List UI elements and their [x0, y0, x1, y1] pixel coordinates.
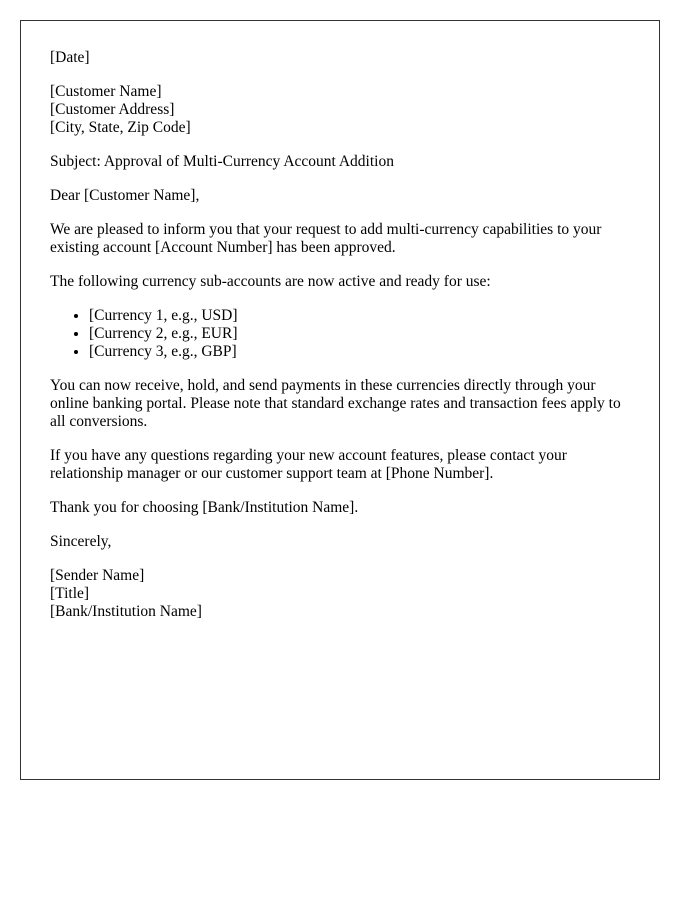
contact-paragraph: If you have any questions regarding your new account features, please contact your relationship manager or our customer support team at [Phone Number]. [50, 447, 567, 482]
letter-subject: Subject: Approval of Multi-Currency Account Addition [50, 153, 394, 170]
approval-paragraph: We are pleased to inform you that your request to add multi-currency capabilities to your existing account [Account Number] has been approved. [50, 221, 602, 256]
list-item-currency-3: • [Currency 3, e.g., GBP] [89, 343, 630, 361]
recipient-address: [Customer Address] [50, 101, 175, 118]
currency-list [50, 307, 630, 361]
list-item-currency-1: • [Currency 1, e.g., USD] [89, 307, 630, 325]
sub-accounts-intro-paragraph: The following currency sub-accounts are now active and ready for use: [50, 273, 491, 290]
thank-you-paragraph: Thank you for choosing [Bank/Institution Name]. [50, 499, 359, 516]
sender-institution: [Bank/Institution Name] [50, 603, 202, 620]
recipient-name: [Customer Name] [50, 83, 162, 100]
recipient-address-block [50, 83, 630, 137]
sender-title: [Title] [50, 585, 90, 602]
letter-salutation: Dear [Customer Name], [50, 187, 200, 204]
usage-paragraph: You can now receive, hold, and send payments in these currencies directly through your online banking portal. Please note that standard exchange rates and transaction fees apply to all conversions. [50, 377, 621, 430]
letter-date: [Date] [50, 49, 90, 66]
recipient-city-state-zip: [City, State, Zip Code] [50, 119, 191, 136]
sender-signature-block [50, 567, 630, 621]
sender-name: [Sender Name] [50, 567, 145, 584]
list-item-currency-2: • [Currency 2, e.g., EUR] [89, 325, 630, 343]
letter-closing: Sincerely, [50, 533, 112, 550]
letter-page [20, 20, 660, 780]
